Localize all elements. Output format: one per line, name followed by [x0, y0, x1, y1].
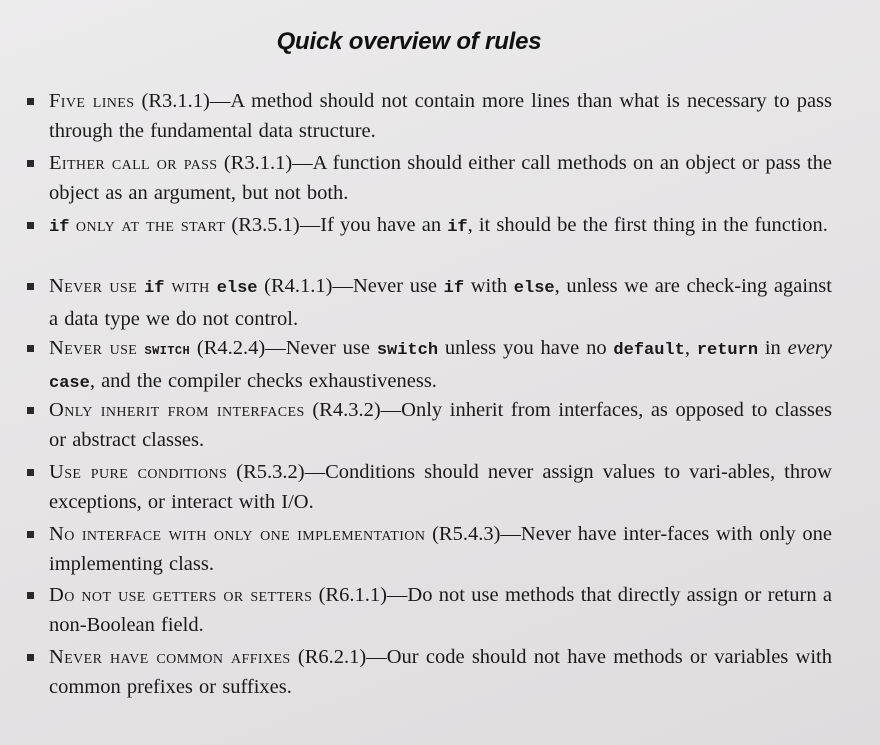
rule-description: (R5.3.2)—Conditions should never assign values to vari-ables, throw exceptions, or interact with I/O.	[49, 460, 832, 513]
rule-text	[49, 457, 832, 517]
rule-description: (R3.5.1)—If you have an	[225, 213, 448, 236]
rule-text	[49, 580, 832, 640]
code-term: else	[513, 279, 555, 299]
bullet-icon	[27, 407, 34, 414]
code-term: if	[443, 279, 465, 299]
code-term: else	[216, 279, 258, 299]
rule-item	[0, 580, 880, 642]
rule-text	[49, 395, 832, 455]
rule-description: , it should be the first thing in the function.	[467, 213, 828, 236]
rule-description: (R4.1.1)—Never use	[257, 275, 444, 298]
code-term: if	[447, 217, 468, 237]
rule-name: Use pure conditions	[49, 460, 228, 483]
code-term: if	[49, 217, 70, 237]
bullet-icon	[27, 283, 34, 290]
rule-description: with	[464, 275, 514, 298]
rule-description: (R6.2.1)—Our code should not have methods or variables with common prefixes or suffixes.	[49, 646, 832, 699]
bullet-icon	[27, 654, 34, 661]
rule-text	[49, 333, 832, 399]
rule-item	[0, 519, 880, 581]
rule-description: every	[787, 337, 833, 360]
bullet-icon	[27, 222, 34, 229]
rule-name: Five lines	[49, 90, 135, 112]
rule-text	[49, 271, 832, 334]
rule-description: , unless we are check-ing against a data type we do not control.	[49, 275, 832, 331]
code-term: switch	[144, 341, 191, 361]
rule-item	[0, 210, 880, 272]
rule-text	[49, 642, 832, 702]
rule-description: (R4.3.2)—Only inherit from interfaces, as opposed to classes or abstract classes.	[49, 398, 832, 451]
rule-description: unless you have no	[438, 337, 614, 360]
bullet-icon	[27, 345, 34, 352]
rule-description: (R3.1.1)—A function should either call methods on an object or pass the object as an argument, but not both.	[49, 151, 832, 204]
rule-item	[0, 457, 880, 519]
rule-text	[49, 519, 832, 579]
bullet-icon	[27, 98, 34, 105]
code-term: switch	[376, 341, 439, 361]
bullet-icon	[27, 592, 34, 599]
code-term: return	[696, 341, 759, 361]
code-term: default	[613, 341, 685, 361]
rule-item	[0, 642, 880, 704]
rule-item	[0, 333, 880, 395]
rule-name: only at the start	[69, 213, 226, 236]
rule-description: in	[758, 337, 788, 360]
rule-description: (R4.2.4)—Never use	[190, 337, 377, 360]
rule-name: Only inherit from interfaces	[49, 398, 305, 421]
bullet-icon	[27, 160, 34, 167]
rule-text	[49, 210, 832, 243]
rule-description: (R6.1.1)—Do not use methods that directly assign or return a non-Boolean field.	[49, 584, 832, 637]
rule-name: Do not use getters or setters	[49, 584, 313, 607]
rule-description: ,	[684, 337, 697, 360]
rule-name: No interface with only one implementation	[49, 522, 426, 545]
rule-text	[49, 148, 832, 208]
rule-description: (R5.4.3)—Never have inter-faces with only one implementing class.	[49, 522, 832, 575]
rule-item	[0, 86, 880, 148]
rule-name: Either call or pass	[49, 151, 218, 174]
bullet-icon	[27, 531, 34, 538]
bullet-icon	[27, 469, 34, 476]
rule-name: Never use	[49, 275, 145, 298]
rule-text	[49, 86, 832, 146]
rules-list	[0, 86, 880, 704]
rule-description: (R3.1.1)—A method should not contain more lines than what is necessary to pass through the fundamental data structure.	[49, 90, 833, 142]
rule-item	[0, 148, 880, 210]
rule-description: , and the compiler checks exhaustiveness.	[89, 370, 437, 393]
rule-name: Never use	[49, 337, 145, 360]
rule-item	[0, 395, 880, 457]
rule-name: Never have common affixes	[49, 646, 291, 669]
page-title: Quick overview of rules	[276, 28, 542, 55]
code-term: case	[49, 374, 90, 394]
code-term: if	[144, 279, 165, 299]
rule-item	[0, 271, 880, 333]
rule-name: with	[164, 275, 217, 298]
